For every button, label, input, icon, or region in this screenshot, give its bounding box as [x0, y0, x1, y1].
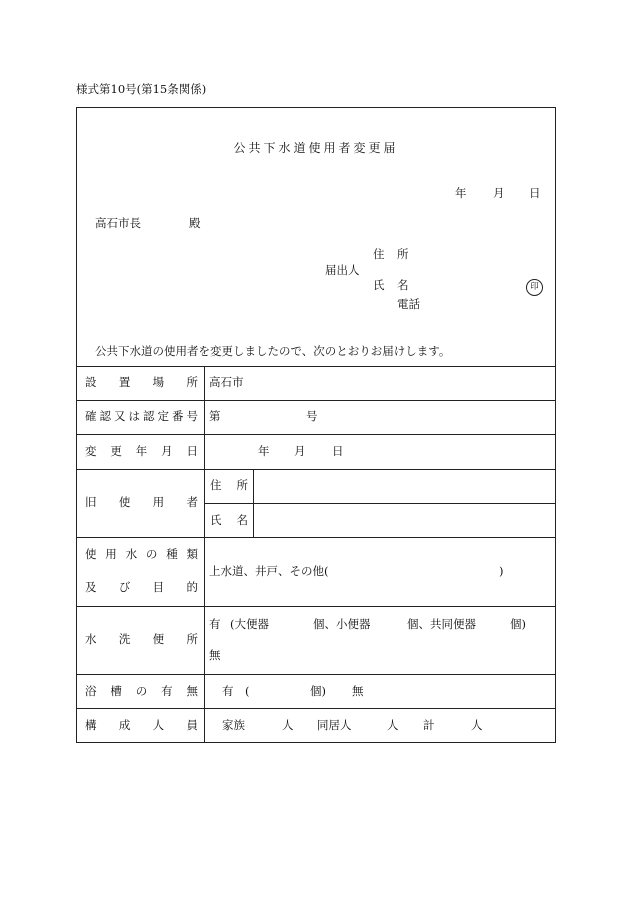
- row-divider: [77, 606, 555, 607]
- addressee-honorific: 殿: [189, 216, 201, 230]
- row-divider: [77, 674, 555, 675]
- row-divider: [77, 400, 555, 401]
- seal-mark: 印: [526, 279, 543, 296]
- column-divider: [204, 366, 205, 742]
- row-divider: [77, 708, 555, 709]
- change-date-label: 変 更 年 月 日: [85, 444, 198, 458]
- water-type-value: 上水道、井戸、その他(: [209, 564, 329, 578]
- applicant-address-label-1: 住: [373, 247, 385, 261]
- form-box: [76, 107, 556, 743]
- members-total: 計: [423, 718, 435, 732]
- applicant-name-label-2: 名: [397, 278, 409, 292]
- row-divider: [204, 503, 555, 504]
- water-type-label-line1: 使 用 水 の 種 類: [85, 547, 198, 561]
- water-type-close: ): [499, 564, 504, 578]
- addressee-name: 高石市長: [95, 216, 141, 230]
- former-user-label: 旧 使 用 者: [85, 495, 198, 509]
- applicant-label: 届出人: [325, 263, 360, 277]
- location-label: 設 置 場 所: [85, 375, 198, 389]
- members-label: 構 成 人 員: [85, 718, 198, 732]
- water-type-label-line2: 及 び 目 的: [85, 580, 198, 594]
- bathtub-open: (: [245, 684, 250, 698]
- bathtub-yes: 有: [222, 684, 234, 698]
- change-date-year: 年: [258, 444, 270, 458]
- members-person2: 人: [387, 718, 399, 732]
- members-family: 家族: [222, 718, 245, 732]
- location-value: 高石市: [209, 375, 244, 389]
- flush-toilet-yes: 有: [209, 617, 221, 631]
- bathtub-unit: 個): [310, 684, 326, 698]
- date-month-label: 月: [493, 186, 505, 200]
- applicant-name-label-1: 氏: [373, 278, 385, 292]
- bathtub-no: 無: [352, 684, 364, 698]
- bathtub-label: 浴 槽 の 有 無: [85, 684, 198, 698]
- flush-toilet-unit2: 個、共同便器: [407, 617, 476, 631]
- members-person3: 人: [471, 718, 483, 732]
- change-date-day: 日: [332, 444, 344, 458]
- row-divider: [77, 469, 555, 470]
- former-user-name-label: 氏 名: [210, 513, 248, 527]
- date-day-label: 日: [529, 186, 541, 200]
- form-title: 公共下水道使用者変更届: [233, 141, 399, 155]
- applicant-phone-label: 電話: [397, 297, 420, 311]
- flush-toilet-no: 無: [209, 648, 221, 662]
- row-divider: [77, 434, 555, 435]
- column-divider: [253, 469, 254, 537]
- statement-text: 公共下水道の使用者を変更しましたので、次のとおりお届けします。: [95, 344, 451, 358]
- flush-toilet-large: (大便器: [230, 617, 269, 631]
- flush-toilet-unit1: 個、小便器: [313, 617, 371, 631]
- applicant-address-label-2: 所: [397, 247, 409, 261]
- confirmation-number-label: 確 認 又 は 認 定 番 号: [85, 409, 198, 423]
- members-person1: 人: [282, 718, 294, 732]
- confirmation-number-prefix: 第: [209, 409, 221, 423]
- flush-toilet-unit3: 個): [510, 617, 526, 631]
- row-divider: [77, 366, 555, 367]
- members-cohabitant: 同居人: [317, 718, 352, 732]
- flush-toilet-label: 水 洗 便 所: [85, 632, 198, 646]
- row-divider: [77, 537, 555, 538]
- former-user-address-label: 住 所: [210, 478, 248, 492]
- date-year-label: 年: [455, 186, 467, 200]
- change-date-month: 月: [294, 444, 306, 458]
- form-number: 様式第10号(第15条関係): [76, 82, 207, 96]
- confirmation-number-suffix: 号: [306, 409, 318, 423]
